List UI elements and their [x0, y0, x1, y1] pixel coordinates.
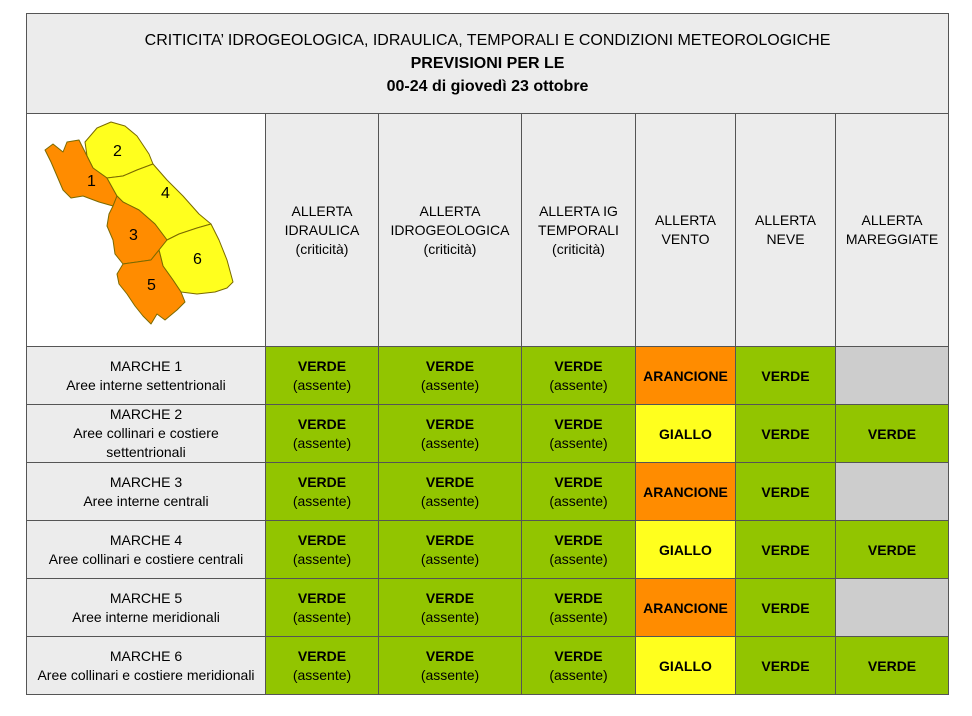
- zone-cell: [27, 405, 266, 463]
- zone-desc: Aree interne meridionali: [72, 608, 220, 625]
- idraulica-cell: VERDE (assente): [266, 521, 379, 579]
- map-label-6: 6: [193, 251, 202, 268]
- temporali-cell: VERDE (assente): [522, 405, 636, 463]
- alert-bulletin: [26, 13, 948, 695]
- neve-cell: VERDE: [736, 637, 836, 695]
- map-label-3: 3: [129, 227, 138, 244]
- vento-cell: GIALLO: [636, 521, 736, 579]
- temporali-cell: VERDE (assente): [522, 347, 636, 405]
- table-row: [27, 579, 949, 637]
- zone-name: MARCHE 5: [109, 589, 183, 606]
- idraulica-cell: VERDE (assente): [266, 579, 379, 637]
- mareggiate-cell: [836, 463, 949, 521]
- title-line-3: 00-24 di giovedì 23 ottobre: [386, 78, 589, 95]
- table-row: [27, 463, 949, 521]
- header-temporali: ALLERTA IG TEMPORALI (criticità): [522, 114, 636, 347]
- header-vento: ALLERTA VENTO: [636, 114, 736, 347]
- zone-cell: [27, 637, 266, 695]
- header-neve: ALLERTA NEVE: [736, 114, 836, 347]
- vento-cell: ARANCIONE: [636, 579, 736, 637]
- idrogeologica-cell: VERDE (assente): [379, 579, 522, 637]
- idraulica-cell: VERDE (assente): [266, 405, 379, 463]
- zone-cell: [27, 463, 266, 521]
- zone-desc: Aree interne settentrionali: [66, 376, 226, 393]
- neve-cell: VERDE: [736, 405, 836, 463]
- vento-cell: GIALLO: [636, 637, 736, 695]
- temporali-cell: VERDE (assente): [522, 521, 636, 579]
- header-idrogeologica: ALLERTA IDROGEOLOGICA (criticità): [379, 114, 522, 347]
- neve-cell: VERDE: [736, 521, 836, 579]
- marche-map: [27, 114, 263, 346]
- region-map-cell: [27, 114, 266, 347]
- bulletin-title: [27, 14, 949, 114]
- idrogeologica-cell: VERDE (assente): [379, 463, 522, 521]
- vento-cell: ARANCIONE: [636, 463, 736, 521]
- zone-cell: [27, 579, 266, 637]
- neve-cell: VERDE: [736, 347, 836, 405]
- idraulica-cell: VERDE (assente): [266, 637, 379, 695]
- zone-name: MARCHE 3: [109, 473, 183, 490]
- zone-desc: Aree collinari e costiere centrali: [48, 550, 244, 567]
- zone-cell: [27, 347, 266, 405]
- zone-cell: [27, 521, 266, 579]
- zone-name: MARCHE 2: [109, 406, 183, 422]
- map-label-4: 4: [161, 185, 170, 202]
- temporali-cell: VERDE (assente): [522, 463, 636, 521]
- idrogeologica-cell: VERDE (assente): [379, 521, 522, 579]
- alert-table: [26, 13, 949, 695]
- zone-desc: Aree interne centrali: [83, 492, 209, 509]
- zone-desc: Aree collinari e costiere meridionali: [37, 666, 255, 683]
- mareggiate-cell: [836, 347, 949, 405]
- neve-cell: VERDE: [736, 463, 836, 521]
- vento-cell: ARANCIONE: [636, 347, 736, 405]
- vento-cell: GIALLO: [636, 405, 736, 463]
- mareggiate-cell: VERDE: [836, 637, 949, 695]
- zone-name: MARCHE 1: [109, 357, 183, 374]
- zone-name: MARCHE 4: [109, 531, 183, 548]
- idraulica-cell: VERDE (assente): [266, 463, 379, 521]
- idrogeologica-cell: VERDE (assente): [379, 405, 522, 463]
- map-label-1: 1: [87, 173, 96, 190]
- mareggiate-cell: VERDE: [836, 521, 949, 579]
- map-label-2: 2: [113, 143, 122, 160]
- idraulica-cell: VERDE (assente): [266, 347, 379, 405]
- neve-cell: VERDE: [736, 579, 836, 637]
- table-row: [27, 405, 949, 463]
- table-row: [27, 347, 949, 405]
- zone-name: MARCHE 6: [109, 647, 183, 664]
- header-mareggiate: ALLERTA MAREGGIATE: [836, 114, 949, 347]
- header-idraulica: ALLERTA IDRAULICA (criticità): [266, 114, 379, 347]
- idrogeologica-cell: VERDE (assente): [379, 637, 522, 695]
- temporali-cell: VERDE (assente): [522, 637, 636, 695]
- table-row: [27, 637, 949, 695]
- zone-desc: settentrionali: [106, 444, 186, 460]
- map-label-5: 5: [147, 277, 156, 294]
- mareggiate-cell: VERDE: [836, 405, 949, 463]
- mareggiate-cell: [836, 579, 949, 637]
- idrogeologica-cell: VERDE (assente): [379, 347, 522, 405]
- temporali-cell: VERDE (assente): [522, 579, 636, 637]
- zone-desc: Aree collinari e costiere: [73, 425, 219, 441]
- table-row: [27, 521, 949, 579]
- title-line-1: CRITICITA’ IDROGEOLOGICA, IDRAULICA, TEMPORALI E CONDIZIONI METEOROLOGICHE: [144, 32, 831, 49]
- title-line-2: PREVISIONI PER LE: [410, 55, 565, 72]
